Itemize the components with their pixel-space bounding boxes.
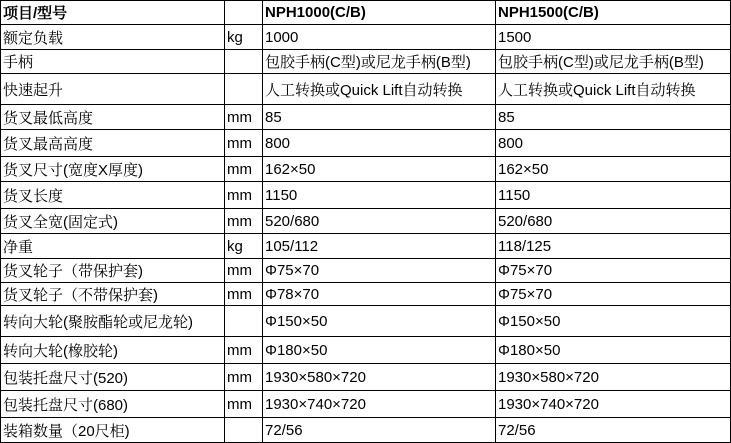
table-row xyxy=(1,259,731,283)
row-item: 货叉轮子（不带保护套) xyxy=(1,283,225,306)
row-model-a: 85 xyxy=(263,105,496,130)
row-model-b: 800 xyxy=(496,130,731,157)
row-unit: mm xyxy=(225,130,263,157)
row-unit: mm xyxy=(225,391,263,418)
row-item: 包装托盘尺寸(520) xyxy=(1,364,225,391)
row-model-a: 1930×580×720 xyxy=(263,364,496,391)
row-model-b: 1150 xyxy=(496,182,731,209)
table-row xyxy=(1,418,731,443)
row-item: 货叉轮子（带保护套) xyxy=(1,259,225,283)
row-unit xyxy=(225,74,263,105)
row-model-a: Φ78×70 xyxy=(263,283,496,306)
row-unit: mm xyxy=(225,364,263,391)
row-model-b: 85 xyxy=(496,105,731,130)
row-model-a: Φ180×50 xyxy=(263,337,496,364)
row-model-a: 800 xyxy=(263,130,496,157)
row-item: 货叉最低高度 xyxy=(1,105,225,130)
header-unit xyxy=(225,1,263,25)
row-item: 包装托盘尺寸(680) xyxy=(1,391,225,418)
row-model-a: 72/56 xyxy=(263,418,496,443)
header-model-a: NPH1000(C/B) xyxy=(263,1,496,25)
row-model-b: 包胶手柄(C型)或尼龙手柄(B型) xyxy=(496,50,731,74)
row-model-b: 162×50 xyxy=(496,157,731,182)
row-model-a: 1150 xyxy=(263,182,496,209)
row-model-a: Φ75×70 xyxy=(263,259,496,283)
row-unit: mm xyxy=(225,209,263,234)
table-row xyxy=(1,391,731,418)
row-model-b: 118/125 xyxy=(496,234,731,259)
row-model-a: Φ150×50 xyxy=(263,306,496,337)
row-item: 货叉长度 xyxy=(1,182,225,209)
row-item: 转向大轮(聚胺酯轮或尼龙轮) xyxy=(1,306,225,337)
row-unit: mm xyxy=(225,182,263,209)
row-unit: kg xyxy=(225,234,263,259)
row-item: 货叉尺寸(宽度X厚度) xyxy=(1,157,225,182)
row-model-a: 520/680 xyxy=(263,209,496,234)
row-unit: kg xyxy=(225,25,263,50)
row-model-a: 1930×740×720 xyxy=(263,391,496,418)
row-model-b: Φ180×50 xyxy=(496,337,731,364)
row-model-b: 520/680 xyxy=(496,209,731,234)
row-model-b: Φ150×50 xyxy=(496,306,731,337)
row-unit: mm xyxy=(225,157,263,182)
row-unit: mm xyxy=(225,105,263,130)
row-unit: mm xyxy=(225,283,263,306)
header-model-b: NPH1500(C/B) xyxy=(496,1,731,25)
row-unit xyxy=(225,418,263,443)
row-item: 手柄 xyxy=(1,50,225,74)
row-unit: mm xyxy=(225,259,263,283)
table-header-row xyxy=(1,1,731,25)
table-row xyxy=(1,234,731,259)
table-row xyxy=(1,105,731,130)
table-row xyxy=(1,74,731,105)
row-model-b: 1500 xyxy=(496,25,731,50)
row-item: 额定负载 xyxy=(1,25,225,50)
header-item: 项目/型号 xyxy=(1,1,225,25)
row-item: 货叉最高高度 xyxy=(1,130,225,157)
row-item: 转向大轮(橡胶轮) xyxy=(1,337,225,364)
table-row xyxy=(1,283,731,306)
row-item: 净重 xyxy=(1,234,225,259)
row-model-b: 1930×740×720 xyxy=(496,391,731,418)
row-model-b: 72/56 xyxy=(496,418,731,443)
row-model-b: 人工转换或Quick Lift自动转换 xyxy=(496,74,731,105)
row-unit xyxy=(225,306,263,337)
table-row xyxy=(1,25,731,50)
row-item: 货叉全宽(固定式) xyxy=(1,209,225,234)
table-row xyxy=(1,157,731,182)
table-row xyxy=(1,50,731,74)
row-model-b: Φ75×70 xyxy=(496,259,731,283)
table-row xyxy=(1,337,731,364)
row-item: 装箱数量（20尺柜) xyxy=(1,418,225,443)
table-row xyxy=(1,209,731,234)
row-item: 快速起升 xyxy=(1,74,225,105)
row-unit xyxy=(225,50,263,74)
table-row xyxy=(1,306,731,337)
table-row xyxy=(1,364,731,391)
row-model-b: 1930×580×720 xyxy=(496,364,731,391)
row-unit: mm xyxy=(225,337,263,364)
row-model-b: Φ75×70 xyxy=(496,283,731,306)
row-model-a: 人工转换或Quick Lift自动转换 xyxy=(263,74,496,105)
row-model-a: 105/112 xyxy=(263,234,496,259)
table-row xyxy=(1,182,731,209)
table-row xyxy=(1,130,731,157)
row-model-a: 162×50 xyxy=(263,157,496,182)
row-model-a: 包胶手柄(C型)或尼龙手柄(B型) xyxy=(263,50,496,74)
row-model-a: 1000 xyxy=(263,25,496,50)
